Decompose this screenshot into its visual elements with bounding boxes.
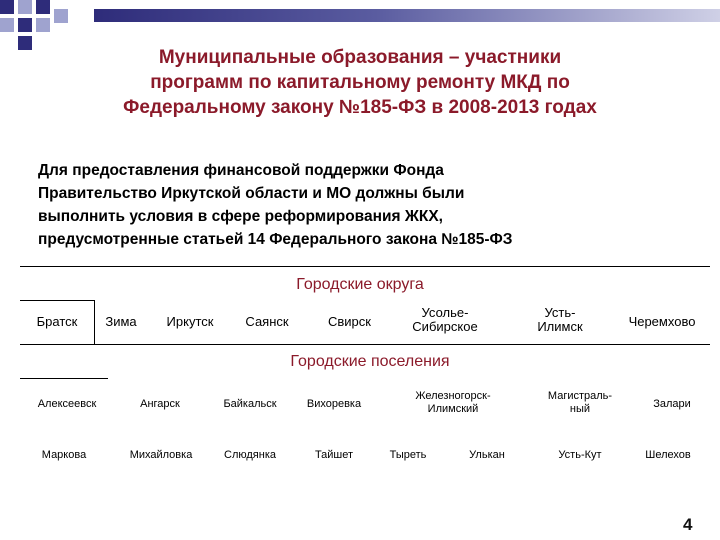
settlement-item: Ангарск	[140, 398, 180, 410]
district-item: Свирск	[328, 314, 371, 329]
corner-decoration-square	[18, 36, 32, 50]
settlement-item: Байкальск	[223, 398, 277, 410]
corner-decoration-square	[54, 9, 68, 23]
settlement-item: Слюдянка	[224, 449, 276, 461]
header-gradient-bar	[94, 9, 720, 22]
district-item	[520, 306, 600, 334]
divider-line	[20, 378, 108, 379]
settlement-item: Усть-Кут	[558, 449, 602, 461]
intro-line: предусмотренные статьей 14 Федерального закона №185-ФЗ	[38, 231, 513, 248]
settlement-item: Алексеевск	[37, 398, 97, 410]
corner-decoration-square	[36, 18, 50, 32]
settlement-item: Тыреть	[389, 449, 427, 461]
settlement-item	[530, 390, 630, 416]
divider-line	[94, 300, 95, 344]
district-item: Черемхово	[628, 314, 696, 329]
settlement-item: Вихоревка	[306, 398, 362, 410]
divider-line	[20, 266, 710, 267]
slide-title-line: Муниципальные образования – участники	[158, 47, 562, 68]
intro-line: Для предоставления финансовой поддержки Фонда	[38, 162, 444, 179]
district-item: Зима	[105, 314, 137, 329]
settlement-item-label: Железногорск- Илимский	[415, 390, 491, 415]
corner-decoration-square	[0, 0, 14, 14]
divider-line	[20, 300, 94, 301]
district-item	[395, 306, 495, 334]
corner-decoration-square	[36, 0, 50, 14]
settlement-item: Михайловка	[129, 449, 193, 461]
district-item: Братск	[36, 314, 78, 329]
district-item: Саянск	[245, 314, 289, 329]
corner-decoration-square	[0, 18, 14, 32]
slide-title-line: программ по капитальному ремонту МКД по	[150, 72, 570, 93]
district-item-label: Усть- Илимск	[537, 305, 583, 334]
corner-decoration-square	[18, 18, 32, 32]
settlement-item: Улькан	[469, 449, 505, 461]
settlement-item	[398, 390, 508, 416]
district-item: Иркутск	[166, 314, 214, 329]
urban-settlements-title: Городские поселения	[290, 353, 450, 370]
settlement-item: Залари	[653, 398, 691, 410]
corner-decoration-square	[18, 0, 32, 14]
district-item-label: Усолье- Сибирское	[412, 305, 478, 334]
intro-line: выполнить условия в сфере реформирования ЖКХ,	[38, 208, 443, 225]
intro-line: Правительство Иркутской области и МО должны были	[38, 185, 465, 202]
settlement-item-label: Магистраль- ный	[547, 390, 613, 415]
settlement-item: Маркова	[41, 449, 87, 461]
intro-text	[38, 159, 688, 251]
page-number: 4	[683, 515, 693, 534]
slide-title	[40, 45, 680, 120]
divider-line	[20, 344, 710, 345]
urban-districts-title: Городские округа	[296, 276, 424, 293]
settlement-item: Шелехов	[645, 449, 691, 461]
slide-title-line: Федеральному закону №185-ФЗ в 2008-2013 годах	[123, 97, 597, 118]
settlement-item: Тайшет	[314, 449, 354, 461]
